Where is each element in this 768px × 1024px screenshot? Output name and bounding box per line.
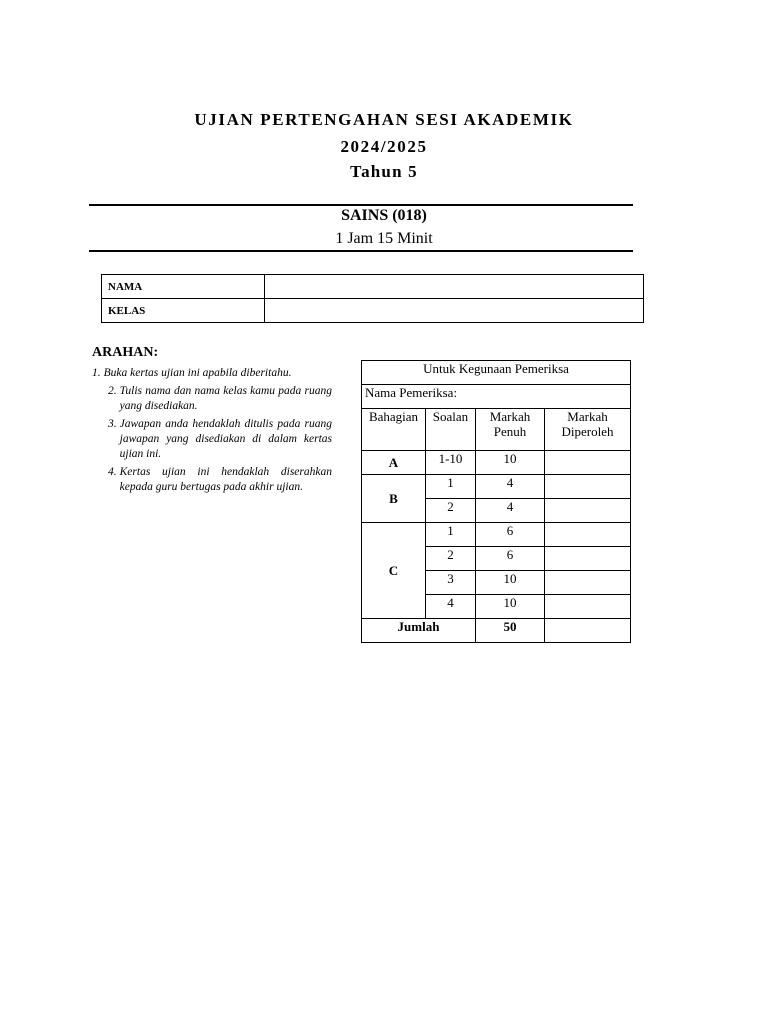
markah-diperoleh-cell[interactable] (545, 571, 631, 595)
table-row (362, 475, 631, 499)
instruction-text: Buka kertas ujian ini apabila diberitahu. (103, 367, 292, 379)
instructions-heading: ARAHAN: (92, 345, 159, 360)
markah-diperoleh-cell[interactable] (545, 451, 631, 475)
instruction-number: 3. (108, 418, 117, 430)
instruction-text: Jawapan anda hendaklah ditulis pada ruang jawapan yang disediakan di dalam kertas ujian ini. (119, 418, 332, 460)
section-a: A (362, 451, 426, 475)
table-row (362, 523, 631, 547)
markah-diperoleh-cell[interactable] (545, 547, 631, 571)
soalan-cell: 3 (426, 571, 476, 595)
markah-penuh-cell: 10 (476, 571, 545, 595)
markah-penuh-cell: 6 (476, 547, 545, 571)
exam-grade: Tahun 5 (350, 162, 418, 181)
header-bahagian: Bahagian (362, 409, 426, 451)
markah-diperoleh-cell[interactable] (545, 595, 631, 619)
examiner-name-label: Nama Pemeriksa: (362, 385, 631, 409)
nama-row (102, 275, 644, 299)
divider-bottom (89, 250, 633, 252)
instruction-text: Kertas ujian ini hendaklah diserahkan kepada guru bertugas pada akhir ujian. (119, 466, 332, 493)
total-markah-diperoleh[interactable] (545, 619, 631, 643)
examiner-table (361, 360, 631, 643)
total-row (362, 619, 631, 643)
instruction-item (92, 366, 332, 381)
total-label: Jumlah (362, 619, 476, 643)
instruction-item (92, 417, 332, 462)
instruction-number: 1. (92, 367, 101, 379)
examiner-caption: Untuk Kegunaan Pemeriksa (362, 361, 631, 385)
divider-top (89, 204, 633, 206)
student-info-table (101, 274, 644, 323)
soalan-cell: 1 (426, 523, 476, 547)
total-markah-penuh: 50 (476, 619, 545, 643)
instruction-number: 2. (108, 385, 117, 397)
soalan-cell: 1 (426, 475, 476, 499)
instruction-item (92, 384, 332, 414)
markah-diperoleh-cell[interactable] (545, 475, 631, 499)
nama-field[interactable] (265, 275, 644, 299)
kelas-row (102, 299, 644, 323)
markah-penuh-cell: 10 (476, 595, 545, 619)
instruction-text: Tulis nama dan nama kelas kamu pada ruang yang disediakan. (119, 385, 332, 412)
subject-title: SAINS (018) (341, 207, 427, 224)
header-soalan: Soalan (426, 409, 476, 451)
section-b: B (362, 475, 426, 523)
instruction-item (92, 465, 332, 495)
nama-label: NAMA (102, 275, 265, 299)
markah-penuh-cell: 10 (476, 451, 545, 475)
soalan-cell: 2 (426, 547, 476, 571)
instruction-number: 4. (108, 466, 117, 478)
exam-title: UJIAN PERTENGAHAN SESI AKADEMIK (194, 110, 574, 129)
soalan-cell: 1-10 (426, 451, 476, 475)
markah-penuh-cell: 4 (476, 475, 545, 499)
soalan-cell: 2 (426, 499, 476, 523)
kelas-label: KELAS (102, 299, 265, 323)
kelas-field[interactable] (265, 299, 644, 323)
markah-diperoleh-cell[interactable] (545, 499, 631, 523)
instructions-list (92, 366, 332, 498)
section-c: C (362, 523, 426, 619)
markah-diperoleh-cell[interactable] (545, 523, 631, 547)
soalan-cell: 4 (426, 595, 476, 619)
markah-penuh-cell: 6 (476, 523, 545, 547)
header-markah-penuh: Markah Penuh (476, 409, 545, 451)
header-markah-diperoleh: Markah Diperoleh (545, 409, 631, 451)
markah-penuh-cell: 4 (476, 499, 545, 523)
exam-duration: 1 Jam 15 Minit (335, 230, 433, 247)
table-row (362, 451, 631, 475)
exam-session-year: 2024/2025 (340, 137, 428, 156)
